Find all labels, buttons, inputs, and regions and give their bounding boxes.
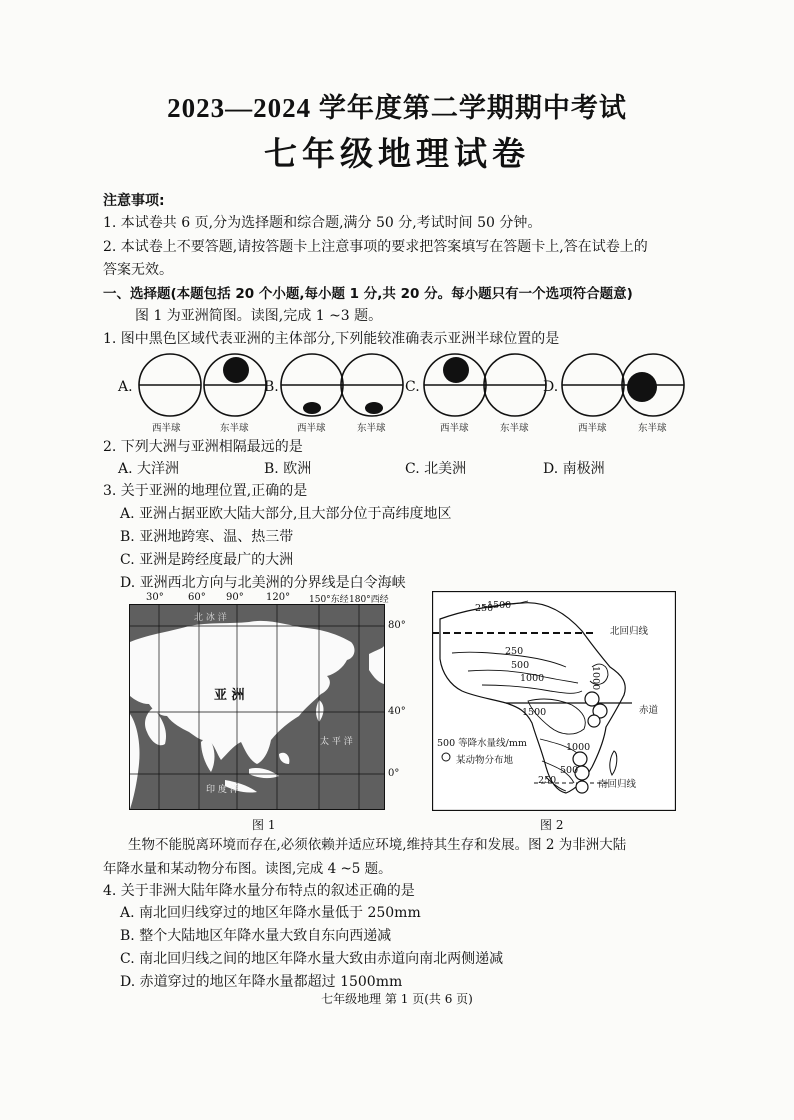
q3-option-c: C. 亚洲是跨经度最广的大洲	[120, 552, 294, 568]
contour-250-mid: 250	[505, 646, 524, 657]
lon-label-120: 120°	[266, 592, 291, 603]
exam-title: 2023—2024 学年度第二学期期中考试	[167, 93, 627, 123]
figure-1-caption: 图 1	[252, 818, 276, 832]
tropic-of-cancer-label: 北回归线	[610, 626, 649, 637]
lon-label-90: 90°	[226, 592, 244, 603]
q2-option-a: A. 大洋洲	[118, 461, 180, 477]
question-3-stem: 3. 关于亚洲的地理位置,正确的是	[103, 483, 308, 499]
asia-blob-d	[627, 372, 657, 402]
contour-1500: 1500	[522, 707, 547, 718]
contour-1000: 1000	[520, 673, 545, 684]
q2-option-d: D. 南极洲	[543, 461, 605, 477]
section-intro: 图 1 为亚洲简图。读图,完成 1 ~3 题。	[135, 308, 383, 324]
animal-site-1	[585, 692, 599, 706]
contour-1000-east: 1000	[590, 666, 601, 691]
legend-isohyet: 500 等降水量线/mm	[437, 738, 527, 749]
option-a-letter: A.	[118, 379, 133, 395]
q2-option-c: C. 北美洲	[405, 461, 467, 477]
contour-1500-top: 1500	[487, 600, 512, 611]
exam-subtitle: 七年级地理试卷	[264, 134, 530, 173]
arctic-ocean-label: 北 冰 洋	[194, 613, 227, 623]
hemisphere-label-west: 西半球	[578, 423, 607, 434]
section-heading: 一、选择题(本题包括 20 个小题,每小题 1 分,共 20 分。每小题只有一个选项符合题意)	[103, 286, 633, 302]
contour-500: 500	[511, 660, 530, 671]
equator-label: 赤道	[639, 705, 659, 716]
lat-label-40: 40°	[388, 706, 406, 717]
indian-ocean-label: 印 度 洋	[206, 785, 239, 795]
asia-blob-b2	[365, 402, 383, 414]
lon-label-30: 30°	[146, 592, 164, 603]
question-1-stem: 1. 图中黑色区域代表亚洲的主体部分,下列能较准确表示亚洲半球位置的是	[103, 331, 560, 347]
hemisphere-label-east: 东半球	[357, 423, 386, 434]
q2-option-b: B. 欧洲	[264, 461, 312, 477]
page-footer: 七年级地理 第 1 页(共 6 页)	[321, 992, 473, 1006]
option-c-letter: C.	[405, 379, 420, 395]
q3-option-d: D. 亚洲西北方向与北美洲的分界线是白令海峡	[120, 575, 406, 591]
contour-500-south: 500	[560, 765, 579, 776]
q4-option-d: D. 赤道穿过的地区年降水量都超过 1500mm	[120, 974, 403, 990]
figure-2-caption: 图 2	[540, 818, 564, 832]
asia-label: 亚 洲	[214, 688, 245, 703]
q4-option-a: A. 南北回归线穿过的地区年降水量低于 250mm	[120, 905, 421, 921]
q3-option-a: A. 亚洲占据亚欧大陆大部分,且大部分位于高纬度地区	[120, 506, 452, 522]
tropic-of-capricorn-label: 南回归线	[598, 779, 637, 790]
note-item-2-cont: 答案无效。	[103, 262, 173, 278]
q4-option-b: B. 整个大陆地区年降水量大致自东向西递减	[120, 928, 392, 944]
animal-site-4	[573, 752, 587, 766]
contour-250-south: 250	[538, 775, 557, 786]
asia-blob-a	[223, 357, 249, 383]
hemisphere-label-west: 西半球	[297, 423, 326, 434]
legend-animal: 某动物分布地	[456, 755, 514, 766]
option-b-letter: B.	[264, 379, 279, 395]
q4-option-c: C. 南北回归线之间的地区年降水量大致由赤道向南北两侧递减	[120, 951, 504, 967]
note-item-1: 1. 本试卷共 6 页,分为选择题和综合题,满分 50 分,考试时间 50 分钟。	[103, 215, 542, 231]
asia-blob-c	[443, 357, 469, 383]
hemisphere-label-east: 东半球	[500, 423, 529, 434]
hemisphere-label-west: 西半球	[440, 423, 469, 434]
animal-site-6	[576, 781, 588, 793]
question-4-stem: 4. 关于非洲大陆年降水量分布特点的叙述正确的是	[103, 883, 415, 899]
q3-option-b: B. 亚洲地跨寒、温、热三带	[120, 529, 294, 545]
pacific-ocean-label: 太 平 洋	[320, 737, 353, 747]
option-d-letter: D.	[543, 379, 559, 395]
lat-label-80: 80°	[388, 620, 406, 631]
question-2-stem: 2. 下列大洲与亚洲相隔最远的是	[103, 439, 303, 455]
lon-label-180: 180°西经	[349, 595, 389, 605]
animal-site-3	[588, 715, 600, 727]
contour-1000-south: 1000	[566, 742, 591, 753]
notes-heading: 注意事项:	[103, 193, 165, 209]
lat-label-0: 0°	[388, 768, 400, 779]
asia-map	[129, 604, 385, 810]
hemisphere-label-west: 西半球	[152, 423, 181, 434]
hemisphere-label-east: 东半球	[220, 423, 249, 434]
hemisphere-label-east: 东半球	[638, 423, 667, 434]
contour-250-top: 250	[475, 603, 494, 614]
asia-blob-b1	[303, 402, 321, 414]
passage-line-1: 生物不能脱离环境而存在,必须依赖并适应环境,维持其生存和发展。图 2 为非洲大陆	[128, 837, 627, 853]
note-item-2: 2. 本试卷上不要答题,请按答题卡上注意事项的要求把答案填写在答题卡上,答在试卷上的	[103, 239, 648, 255]
lon-label-150: 150°东经	[309, 595, 349, 605]
lon-label-60: 60°	[188, 592, 206, 603]
passage-line-2: 年降水量和某动物分布图。读图,完成 4 ~5 题。	[103, 861, 392, 877]
